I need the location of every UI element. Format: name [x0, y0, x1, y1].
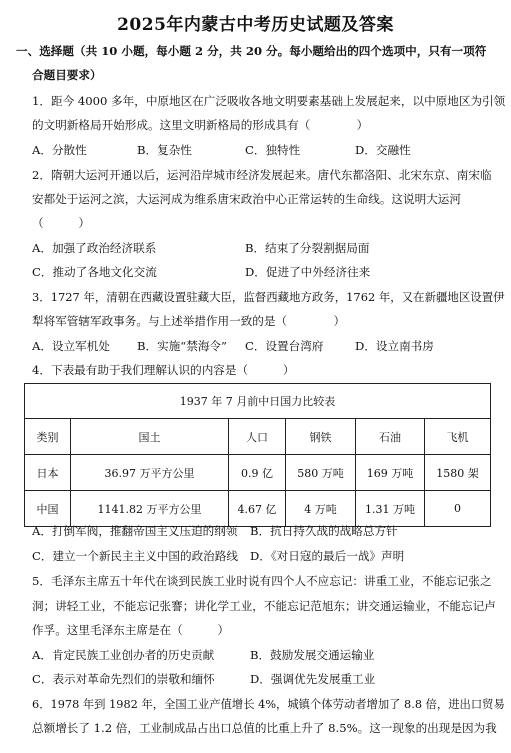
question-1-option-b: B．复杂性 [137, 143, 192, 157]
table-cell: 36.97 万平方公里 [71, 455, 229, 491]
question-1-option-d: D．交融性 [355, 143, 411, 157]
question-1-option-a: A．分散性 [32, 143, 87, 157]
table-cell: 1.31 万吨 [356, 491, 425, 527]
table-header-row [25, 419, 491, 455]
section-heading-line-1: 一、选择题（共 10 小题，每小题 2 分，共 20 分。每小题给出的四个选项中，只有一项符 [16, 44, 487, 58]
table-header-cell: 飞机 [425, 419, 491, 455]
question-1-option-c: C．独特性 [245, 143, 301, 157]
table-caption: 1937 年 7 月前中日国力比较表 [25, 384, 491, 419]
question-5-option-d: D．强调优先发展重工业 [250, 672, 376, 686]
question-3-option-b: B．实施“禁海令” [137, 339, 227, 353]
question-5-stem-line-2: 洞；讲轻工业，不能忘记张謇；讲化学工业，不能忘记范旭东；讲交通运输业，不能忘记卢 [32, 599, 496, 613]
document-title: 2025年内蒙古中考历史试题及答案 [117, 15, 394, 35]
table-header-cell: 石油 [356, 419, 425, 455]
table-cell: 0.9 亿 [229, 455, 286, 491]
question-2-stem-line-3: （ ） [32, 216, 90, 230]
table-cell: 580 万吨 [286, 455, 356, 491]
question-4-option-a: A．打倒军阀，推翻帝国主义压迫的纲领 [32, 524, 238, 538]
question-3-stem-line-1: 3．1727 年，清朝在西藏设置驻藏大臣，监督西藏地方政务，1762 年，又在新疆地区设置伊 [32, 290, 505, 304]
comparison-table [24, 383, 491, 527]
question-2-option-c: C．推动了各地文化交流 [32, 265, 157, 279]
table-cell: 1141.82 万平方公里 [71, 491, 229, 527]
table-cell: 169 万吨 [356, 455, 425, 491]
question-2-stem-line-2: 安都处于运河之滨，大运河成为维系唐宋政治中心正常运转的生命线。这说明大运河 [32, 192, 461, 206]
section-heading-line-2: 合题目要求） [32, 68, 102, 82]
table-header-cell: 人口 [229, 419, 286, 455]
table-header-cell: 国土 [71, 419, 229, 455]
question-4-option-c: C．建立一个新民主主义中国的政治路线 [32, 549, 238, 563]
question-4-option-b: B．抗日持久战的战略总方针 [250, 524, 398, 538]
table-row [25, 455, 491, 491]
table-cell: 中国 [25, 491, 71, 527]
table-cell: 日本 [25, 455, 71, 491]
table-row [25, 491, 491, 527]
question-1-stem-line-2: 的文明新格局开始形成。这里文明新格局的形成具有（ ） [32, 118, 369, 132]
question-5-option-b: B．鼓励发展交通运输业 [250, 648, 375, 662]
table-cell: 1580 架 [425, 455, 491, 491]
question-5-option-c: C．表示对革命先烈们的崇敬和缅怀 [32, 672, 215, 686]
table-cell: 4 万吨 [286, 491, 356, 527]
question-2-stem-line-1: 2．隋朝大运河开通以后，运河沿岸城市经济发展起来。唐代东都洛阳、北宋东京、南宋临 [32, 168, 492, 182]
table-cell: 0 [425, 491, 491, 527]
question-4-stem: 4．下表最有助于我们理解认识的内容是（ ） [32, 363, 295, 377]
question-2-option-b: B．结束了分裂割据局面 [245, 241, 370, 255]
question-5-stem-line-1: 5．毛泽东主席五十年代在谈到民族工业时说有四个人不应忘记：讲重工业，不能忘记张之 [32, 574, 492, 588]
question-3-option-a: A．设立军机处 [32, 339, 110, 353]
question-4-option-d: D．《对日寇的最后一战》声明 [250, 549, 405, 563]
question-6-stem-line-2: 总额增长了 1.2 倍，工业制成品占出口总值的比重上升了 8.5%。这一现象的出现是因为我 [32, 721, 497, 735]
question-2-option-a: A．加强了政治经济联系 [32, 241, 157, 255]
question-5-stem-line-3: 作孚。这里毛泽东主席是在（ ） [32, 623, 230, 637]
question-6-stem-line-1: 6．1978 年到 1982 年，全国工业产值增长 4%，城镇个体劳动者增加了 8.8 倍，进出口贸易 [32, 697, 505, 711]
question-1-stem-line-1: 1．距今 4000 多年，中原地区在广泛吸收各地文明要素基础上发展起来，以中原地区为引领 [32, 94, 506, 108]
table-header-cell: 类别 [25, 419, 71, 455]
table-cell: 4.67 亿 [229, 491, 286, 527]
question-3-option-d: D．设立南书房 [355, 339, 434, 353]
question-5-option-a: A．肯定民族工业创办者的历史贡献 [32, 648, 215, 662]
question-2-option-d: D．促进了中外经济往来 [245, 265, 371, 279]
question-3-stem-line-2: 犁将军管辖军政事务。与上述举措作用一致的是（ ） [32, 314, 346, 328]
question-3-option-c: C．设置台湾府 [245, 339, 324, 353]
table-header-cell: 钢铁 [286, 419, 356, 455]
